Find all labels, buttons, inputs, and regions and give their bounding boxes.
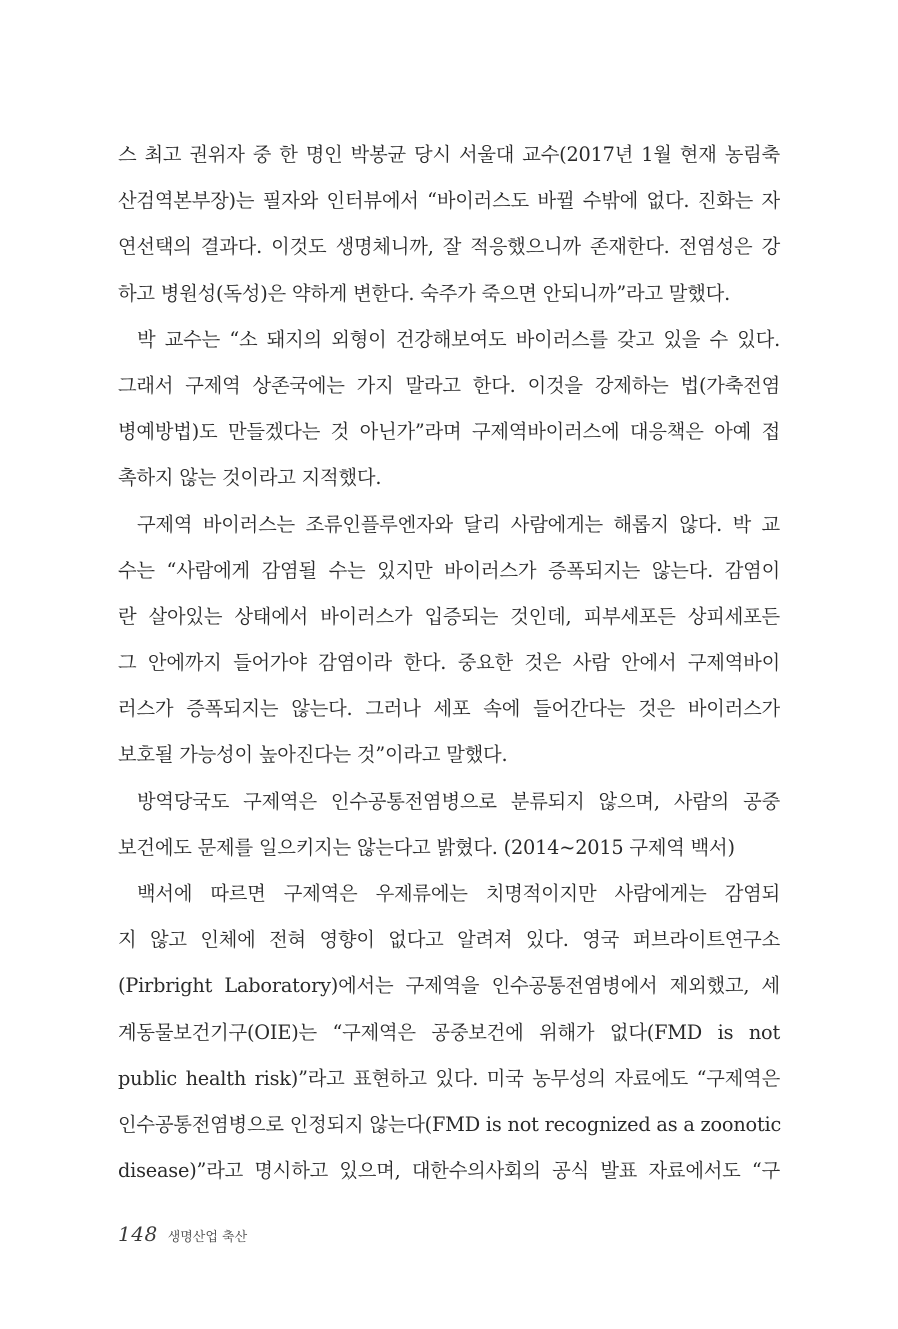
text-line: 수는 “사람에게 감염될 수는 있지만 바이러스가 증폭되지는 않는다. 감염이 bbox=[118, 558, 780, 582]
text-line: public health risk)”라고 표현하고 있다. 미국 농무성의 자료에도 “구제역은 bbox=[118, 1066, 780, 1090]
text-line: 박 교수는 “소 돼지의 외형이 건강해보여도 바이러스를 갖고 있을 수 있다. bbox=[137, 327, 780, 351]
running-title: 생명산업 축산 bbox=[167, 1230, 248, 1245]
text-line: 지 않고 인체에 전혀 영향이 없다고 알려져 있다. 영국 퍼브라이트연구소 bbox=[118, 928, 780, 952]
text-line: 스 최고 권위자 중 한 명인 박봉균 당시 서울대 교수(2017년 1월 현재 농림축 bbox=[118, 143, 780, 166]
text-line: 구제역 바이러스는 조류인플루엔자와 달리 사람에게는 해롭지 않다. 박 교 bbox=[137, 512, 780, 536]
text-line: 계동물보건기구(OIE)는 “구제역은 공중보건에 위해가 없다(FMD is not bbox=[118, 1020, 780, 1044]
paragraph bbox=[118, 502, 780, 779]
text-line: disease)”라고 명시하고 있으며, 대한수의사회의 공식 발표 자료에서도 “구 bbox=[118, 1159, 780, 1183]
page-number: 148 bbox=[118, 1222, 158, 1246]
text-line: 촉하지 않는 것이라고 지적했다. bbox=[118, 466, 382, 490]
text-line: 백서에 따르면 구제역은 우제류에는 치명적이지만 사람에게는 감염되 bbox=[137, 882, 780, 905]
paragraph bbox=[118, 317, 780, 502]
body-text bbox=[118, 132, 780, 1194]
paragraph bbox=[118, 779, 780, 871]
text-line: 그 안에까지 들어가야 감염이라 한다. 중요한 것은 사람 안에서 구제역바이 bbox=[118, 651, 780, 675]
text-line: 그래서 구제역 상존국에는 가지 말라고 한다. 이것을 강제하는 법(가축전염 bbox=[118, 373, 780, 397]
text-line: 보건에도 문제를 일으키지는 않는다고 밝혔다. (2014~2015 구제역 백서) bbox=[118, 835, 735, 859]
text-line: 연선택의 결과다. 이것도 생명체니까, 잘 적응했으니까 존재한다. 전염성은 강 bbox=[118, 235, 780, 259]
paragraph bbox=[118, 132, 780, 317]
text-line: 란 살아있는 상태에서 바이러스가 입증되는 것인데, 피부세포든 상피세포든 bbox=[118, 604, 780, 628]
text-line: 인수공통전염병으로 인정되지 않는다(FMD is not recognized as a zoonotic bbox=[118, 1112, 782, 1136]
text-line: 병예방법)도 만들겠다는 것 아닌가”라며 구제역바이러스에 대응책은 아예 접 bbox=[118, 420, 780, 444]
text-line: (Pirbright Laboratory)에서는 구제역을 인수공통전염병에서 제외했고, 세 bbox=[118, 974, 780, 998]
text-line: 방역당국도 구제역은 인수공통전염병으로 분류되지 않으며, 사람의 공중 bbox=[137, 789, 780, 813]
paragraph bbox=[118, 871, 780, 1194]
text-line: 보호될 가능성이 높아진다는 것”이라고 말했다. bbox=[118, 743, 508, 767]
text-line: 산검역본부장)는 필자와 인터뷰에서 “바이러스도 바뀔 수밖에 없다. 진화는 자 bbox=[118, 189, 780, 213]
text-line: 하고 병원성(독성)은 약하게 변한다. 숙주가 죽으면 안되니까”라고 말했다. bbox=[118, 281, 731, 305]
page-footer bbox=[118, 1222, 247, 1252]
text-line: 러스가 증폭되지는 않는다. 그러나 세포 속에 들어간다는 것은 바이러스가 bbox=[118, 697, 780, 721]
